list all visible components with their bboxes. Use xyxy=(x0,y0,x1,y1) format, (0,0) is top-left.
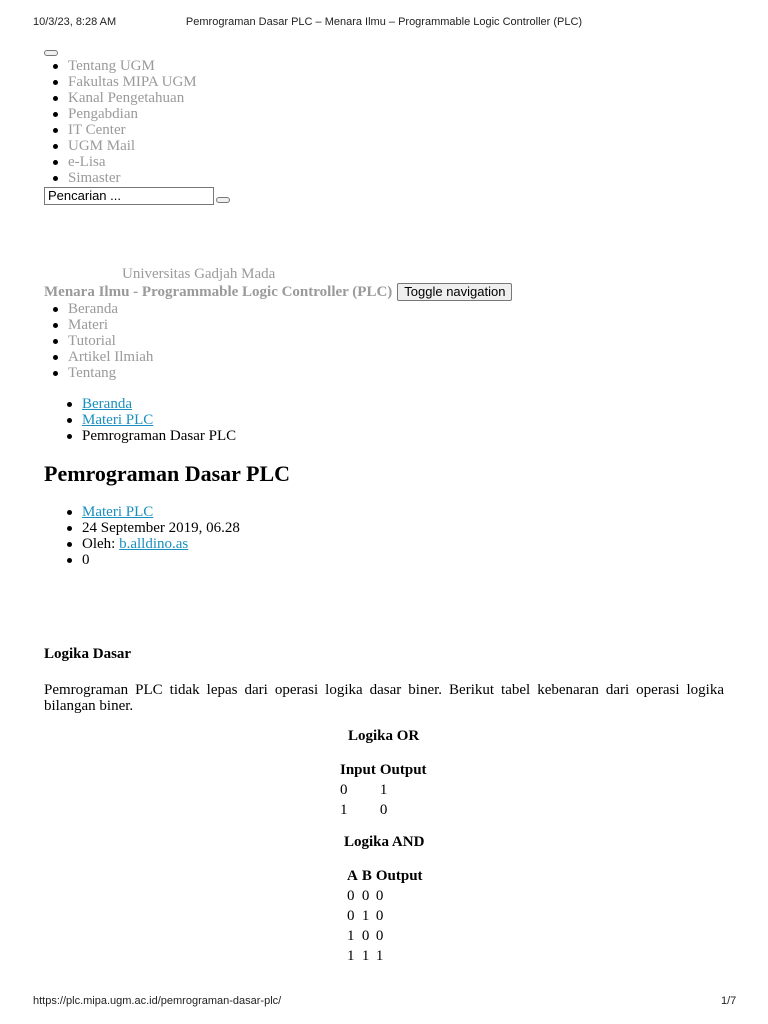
meta-author xyxy=(58,536,240,552)
nav-item-artikel-ilmiah[interactable] xyxy=(44,349,153,365)
category-link[interactable]: Materi PLC xyxy=(82,504,154,520)
nav-item-label[interactable]: Tentang xyxy=(68,365,117,381)
breadcrumb-item[interactable] xyxy=(58,396,236,412)
print-datetime: 10/3/23, 8:28 AM xyxy=(33,16,117,28)
search-button[interactable] xyxy=(216,197,230,203)
breadcrumb-link-materi-plc[interactable]: Materi PLC xyxy=(82,412,154,428)
top-link-label[interactable]: e-Lisa xyxy=(68,154,106,170)
toggle-navigation-button[interactable]: Toggle navigation xyxy=(397,283,512,301)
top-link-label[interactable]: Kanal Pengetahuan xyxy=(68,90,185,106)
meta-comments[interactable] xyxy=(58,552,240,568)
nav-item-label[interactable]: Tutorial xyxy=(68,333,116,349)
and-table-caption: Logika AND xyxy=(344,834,425,850)
print-doc-title: Pemrograman Dasar PLC – Menara Ilmu – Programmable Logic Controller (PLC) xyxy=(185,16,583,28)
section-heading: Logika Dasar xyxy=(44,646,132,662)
and-header-output: Output xyxy=(375,867,423,884)
meta-date xyxy=(58,520,240,536)
table-cell: 0 xyxy=(347,907,355,924)
table-cell: 0 xyxy=(340,781,348,798)
table-cell: 0 xyxy=(375,887,384,904)
main-nav xyxy=(44,301,153,381)
nav-item-beranda[interactable] xyxy=(44,301,153,317)
nav-item-label[interactable]: Beranda xyxy=(68,301,118,317)
breadcrumb-item xyxy=(58,428,236,444)
table-cell: 0 xyxy=(375,907,384,924)
table-cell: 1 xyxy=(347,947,355,964)
top-link-item[interactable] xyxy=(44,138,197,154)
table-cell: 1 xyxy=(379,781,388,798)
and-header-a: A xyxy=(347,867,358,884)
table-cell: 1 xyxy=(361,947,370,964)
menu-toggle-button[interactable] xyxy=(44,50,58,56)
nav-item-label[interactable]: Artikel Ilmiah xyxy=(68,349,154,365)
top-link-item[interactable] xyxy=(44,106,197,122)
author-link[interactable]: b.alldino.as xyxy=(119,536,189,552)
article-meta xyxy=(58,504,240,568)
top-link-label[interactable]: IT Center xyxy=(68,122,126,138)
table-cell: 0 xyxy=(347,887,355,904)
or-truth-table xyxy=(340,760,427,820)
breadcrumb xyxy=(58,396,236,444)
top-link-label[interactable]: UGM Mail xyxy=(68,138,136,154)
author-prefix: Oleh: xyxy=(82,536,120,552)
meta-category[interactable] xyxy=(58,504,240,520)
table-cell: 0 xyxy=(361,927,370,944)
top-link-label[interactable]: Fakultas MIPA UGM xyxy=(68,74,197,90)
table-cell: 1 xyxy=(340,801,348,818)
search-input[interactable] xyxy=(44,187,214,205)
table-cell: 1 xyxy=(361,907,370,924)
top-link-label[interactable]: Simaster xyxy=(68,170,121,186)
top-link-item[interactable] xyxy=(44,122,197,138)
nav-item-tutorial[interactable] xyxy=(44,333,153,349)
breadcrumb-current: Pemrograman Dasar PLC xyxy=(82,428,237,444)
top-link-item[interactable] xyxy=(44,154,197,170)
nav-item-label[interactable]: Materi xyxy=(68,317,108,333)
breadcrumb-link-beranda[interactable]: Beranda xyxy=(82,396,132,412)
table-cell: 1 xyxy=(347,927,355,944)
print-page-number: 1/7 xyxy=(721,995,737,1007)
post-date: 24 September 2019, 06.28 xyxy=(82,520,240,536)
comment-count[interactable]: 0 xyxy=(82,552,90,568)
breadcrumb-item[interactable] xyxy=(58,412,236,428)
paragraph-line: bilangan biner. xyxy=(44,698,134,714)
top-link-item[interactable] xyxy=(44,58,197,74)
and-header-b: B xyxy=(361,867,372,884)
top-link-item[interactable] xyxy=(44,170,197,186)
page-title: Pemrograman Dasar PLC xyxy=(44,461,291,486)
table-cell: 1 xyxy=(375,947,384,964)
university-name[interactable]: Universitas Gadjah Mada xyxy=(122,266,276,282)
top-link-label[interactable]: Tentang UGM xyxy=(68,58,155,74)
top-link-label[interactable]: Pengabdian xyxy=(68,106,138,122)
or-header-output: Output xyxy=(379,761,427,778)
table-cell: 0 xyxy=(379,801,388,818)
top-links-list xyxy=(44,58,197,186)
and-truth-table xyxy=(347,866,423,966)
nav-item-tentang[interactable] xyxy=(44,365,153,381)
or-header-input: Input xyxy=(340,761,376,778)
print-url: https://plc.mipa.ugm.ac.id/pemrograman-dasar-plc/ xyxy=(33,995,282,1007)
paragraph-line: Pemrograman PLC tidak lepas dari operasi logika dasar biner. Berikut tabel kebenaran dari operasi logika xyxy=(44,682,724,698)
nav-item-materi[interactable] xyxy=(44,317,153,333)
table-cell: 0 xyxy=(361,887,370,904)
table-cell: 0 xyxy=(375,927,384,944)
top-link-item[interactable] xyxy=(44,74,197,90)
top-link-item[interactable] xyxy=(44,90,197,106)
site-name[interactable]: Menara Ilmu - Programmable Logic Controller (PLC) xyxy=(44,283,393,300)
or-table-caption: Logika OR xyxy=(348,728,420,744)
intro-paragraph xyxy=(44,682,724,714)
